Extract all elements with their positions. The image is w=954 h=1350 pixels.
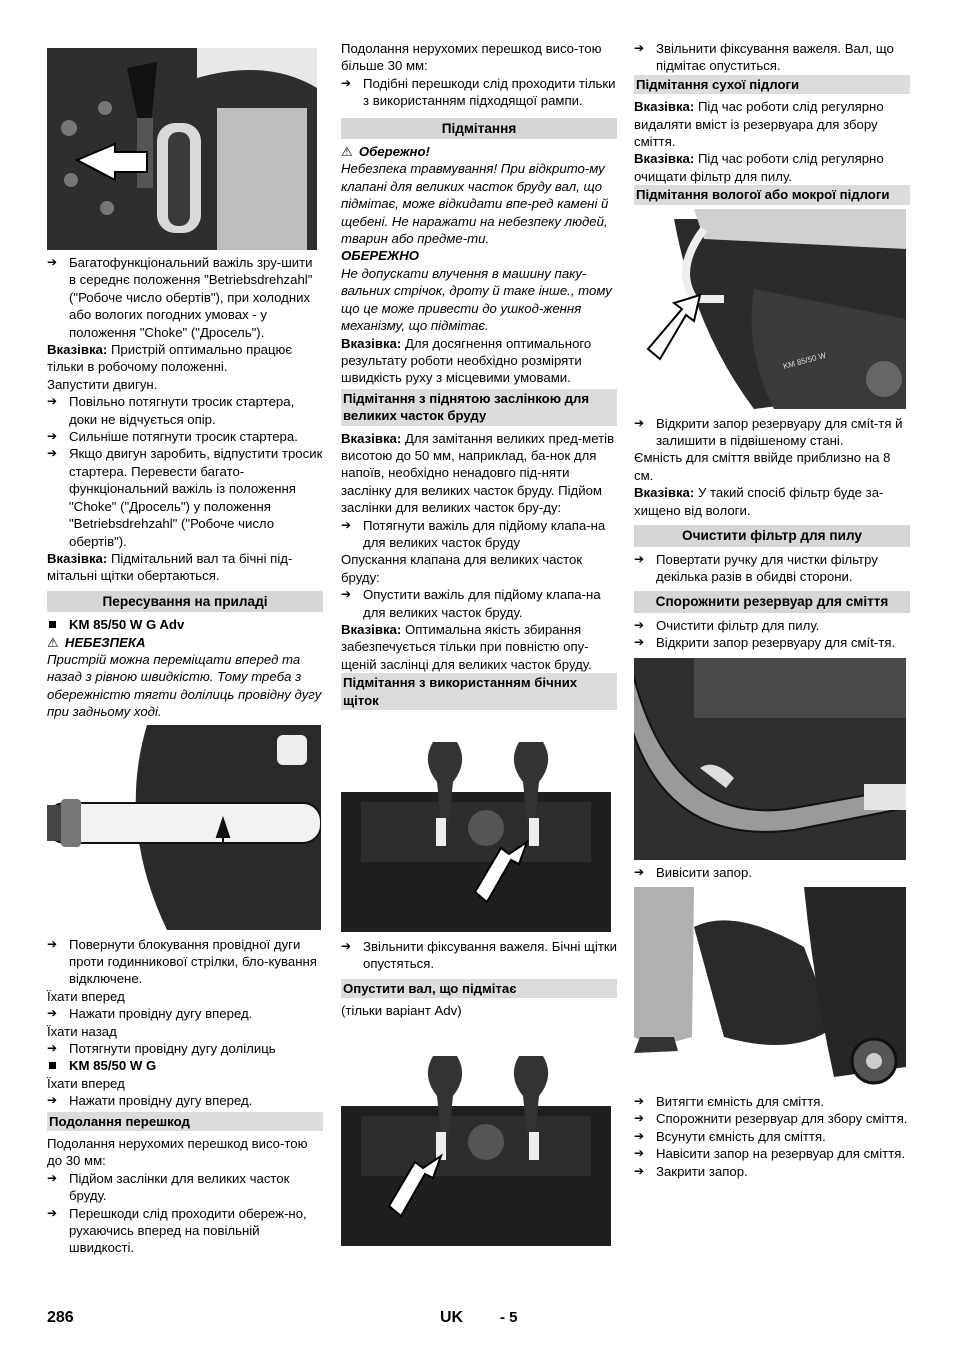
heading-obstacles: Подолання перешкод xyxy=(47,1112,323,1131)
step-close-latch: ➔ Закрити запор. xyxy=(634,1163,910,1180)
lever-illustration xyxy=(47,48,317,250)
step-lever-middle: ➔ Багатофункціональний важіль зру-шити в середнє положення "Betriebsdrehzahl" ("Робоче число обертів"), при холодних або вологих погодних умовах - у положення "Choke" ("Дросель"). xyxy=(47,254,323,341)
model-adv: KM 85/50 W G Adv xyxy=(47,616,323,633)
heading-flap: Підмітання з піднятою заслінкою для великих часток бруду xyxy=(341,389,617,426)
step-release-starter: ➔ Якщо двигун заробить, відпустити тросик стартера. Перевести багато-функціональний важіль із положення "Choke" ("Дросель") у положення "Betriebsdrehzahl" ("Робоче число обертів"). xyxy=(47,445,323,549)
step-ramp: ➔ Подібні перешкоди слід проходити тільки з використанням підходящої рампи. xyxy=(341,75,617,110)
step-rotate-lock: ➔ Повернути блокування провідної дуги проти годинникової стрілки, бло-кування відключене. xyxy=(47,936,323,988)
unhook-latch-photo xyxy=(634,658,906,860)
heading-lower-roller: Опустити вал, що підмітає xyxy=(341,979,617,998)
note-optimal-quality: Вказівка: Оптимальна якість збирання забезпечується тільки при повністю опу-щеній заслінці для великих часток бруду. xyxy=(341,622,592,672)
step-pull-slowly: ➔ Повільно потягнути тросик стартера, доки не відчується опір. xyxy=(47,393,323,428)
capacity-note: Ємність для сміття ввійде приблизно на 8 см. xyxy=(634,450,891,483)
step-pull-flap-lever: ➔ Потягнути важіль для підйому клапа-на для великих часток бруду xyxy=(341,517,617,552)
step-clean-dust-filter: ➔ Очистити фільтр для пилу. xyxy=(634,617,910,634)
danger-heading: ⚠ НЕБЕЗПЕКА xyxy=(47,634,146,650)
note-optimal: Вказівка: Пристрій оптимально працює тільки в робочому положенні. xyxy=(47,342,293,375)
step-pull-bin: ➔ Витягти ємність для сміття. xyxy=(634,1093,910,1110)
lower-flap: Опускання клапана для великих часток бруду: xyxy=(341,552,583,585)
page-number: 286 xyxy=(47,1309,74,1326)
model-base: KM 85/50 W G xyxy=(47,1057,323,1074)
start-engine: Запустити двигун. xyxy=(47,376,158,392)
obstacles-30: Подолання нерухомих перешкод висо-тою до 30 мм: xyxy=(47,1136,308,1169)
heading-side-brushes: Підмітання з використанням бічних щіток xyxy=(341,673,617,710)
warning-triangle-icon: ⚠ xyxy=(341,144,353,160)
heading-wet-floor: Підмітання вологої або мокрої підлоги xyxy=(634,185,910,204)
machine-model-label: KM 85/50 W xyxy=(782,350,828,371)
multifunction-lever-photo xyxy=(47,48,317,250)
step-pass-carefully: ➔ Перешкоди слід проходити обереж-но, рухаючись вперед на повільній швидкості. xyxy=(47,1205,323,1257)
heading-dry-floor: Підмітання сухої підлоги xyxy=(634,75,910,94)
drive-forward-2: Їхати вперед xyxy=(47,1075,125,1091)
remove-bin-photo xyxy=(634,887,906,1087)
note-rotate: Вказівка: Підмітальний вал та бічні під-мітальні щітки обертаються. xyxy=(47,550,293,584)
latch-illustration xyxy=(634,658,906,860)
drive-back: Їхати назад xyxy=(47,1023,117,1039)
note-speed: Вказівка: Для досягнення оптимального результату роботи необхідно розміряти швидкість руху з місцевими умовами. xyxy=(341,335,592,386)
caution-heading: ⚠ Обережно! xyxy=(341,144,430,160)
step-insert-bin: ➔ Всунути ємність для сміття. xyxy=(634,1128,910,1145)
note-empty-bin: Вказівка: Під час роботи слід регулярно видаляти вміст із резервуара для збору сміття. xyxy=(634,99,884,150)
warning-triangle-icon: ⚠ xyxy=(47,634,59,650)
side-brush-levers-photo xyxy=(341,732,611,932)
note-clean-filter: Вказівка: Під час роботи слід регулярно очищати фільтр для пилу. xyxy=(634,151,884,184)
step-raise-flap: ➔ Підйом заслінки для великих часток бруду. xyxy=(47,1170,323,1205)
levers-illustration-1 xyxy=(341,732,611,932)
note-protect-filter: Вказівка: У такий спосіб фільтр буде за-хищено від вологи. xyxy=(634,485,884,518)
roller-lever-photo xyxy=(341,1046,611,1246)
column-2 xyxy=(341,40,617,1246)
step-push-forward-2: ➔ Нажати провідну дугу вперед. xyxy=(47,1092,323,1109)
heading-sweeping: Підмітання xyxy=(341,118,617,139)
step-pull-back: ➔ Потягнути провідну дугу долілиць xyxy=(47,1040,323,1057)
step-pull-harder: ➔ Сильніше потягнути тросик стартера. xyxy=(47,428,323,445)
note-large-items: Вказівка: Для замітання великих пред-метів висотою до 50 мм, наприклад, ба-нок для напоїв, необхідно ненадовго під-няти заслінку для великих часток бруду. Підйом заслінки для великих часток бру-ду: xyxy=(341,430,615,516)
levers-illustration-2 xyxy=(341,1046,611,1246)
step-empty-container: ➔ Спорожнити резервуар для збору сміття. xyxy=(634,1110,910,1127)
handle-photo xyxy=(47,725,321,930)
adv-only: (тільки варіант Adv) xyxy=(341,1003,462,1019)
step-turn-knob: ➔ Повертати ручку для чистки фільтру декілька разів в обидві сторони. xyxy=(634,551,910,586)
drive-forward-1: Їхати вперед xyxy=(47,988,125,1004)
heading-clean-filter: Очистити фільтр для пилу xyxy=(634,525,910,546)
step-lower-flap-lever: ➔ Опустити важіль для підйому клапа-на для великих часток бруду. xyxy=(341,586,617,621)
heading-empty-bin: Спорожнити резервуар для сміття xyxy=(634,591,910,612)
step-open-latch: ➔ Відкрити запор резервуару для смít-тя й залишити в підвішеному стані. xyxy=(634,415,910,450)
step-release-roller: ➔ Звільнити фіксування важеля. Вал, що підмітає опуститься. xyxy=(634,40,910,75)
column-1 xyxy=(47,40,323,1257)
danger-text: Пристрій можна переміщати вперед та назад з рівною швидкістю. Тому треба з обережністю тягти долілиць провідну дугу при задньому ході. xyxy=(47,651,322,720)
machine-illustration xyxy=(634,209,906,409)
step-open-bin-latch: ➔ Відкрити запор резервуару для смít-тя. xyxy=(634,634,910,651)
bin-latch-photo xyxy=(634,209,906,409)
column-3 xyxy=(634,40,910,1180)
step-release-side: ➔ Звільнити фіксування важеля. Бічні щітки опустяться. xyxy=(341,938,617,973)
step-hook-latch: ➔ Навісити запор на резервуар для сміття. xyxy=(634,1145,910,1162)
bin-illustration xyxy=(634,887,906,1087)
step-unhook: ➔ Вивісити запор. xyxy=(634,864,910,881)
page-sub: - 5 xyxy=(500,1309,518,1326)
caution-text: Небезпека травмування! При відкрито-му клапані для великих часток бруду вал, що підмітає, може відкидати впе-ред камені й щебені. Не наражати на небезпеку людей, тварин або предме-ти. xyxy=(341,161,609,247)
language-code: UK xyxy=(440,1309,464,1326)
step-push-forward-1: ➔ Нажати провідну дугу вперед. xyxy=(47,1005,323,1022)
heading-moving: Пересування на приладі xyxy=(47,591,323,612)
caution2-text: Не допускати влучення в машину паку-вальних стрічок, дроту й таке інше., тому що це може привести до ушкод-ження механізму, що підмітає. xyxy=(341,265,612,334)
handle-illustration xyxy=(47,725,321,930)
obstacles-over-30: Подолання нерухомих перешкод висо-тою більше 30 мм: xyxy=(341,41,602,74)
caution2-heading: ОБЕРЕЖНО xyxy=(341,248,419,264)
